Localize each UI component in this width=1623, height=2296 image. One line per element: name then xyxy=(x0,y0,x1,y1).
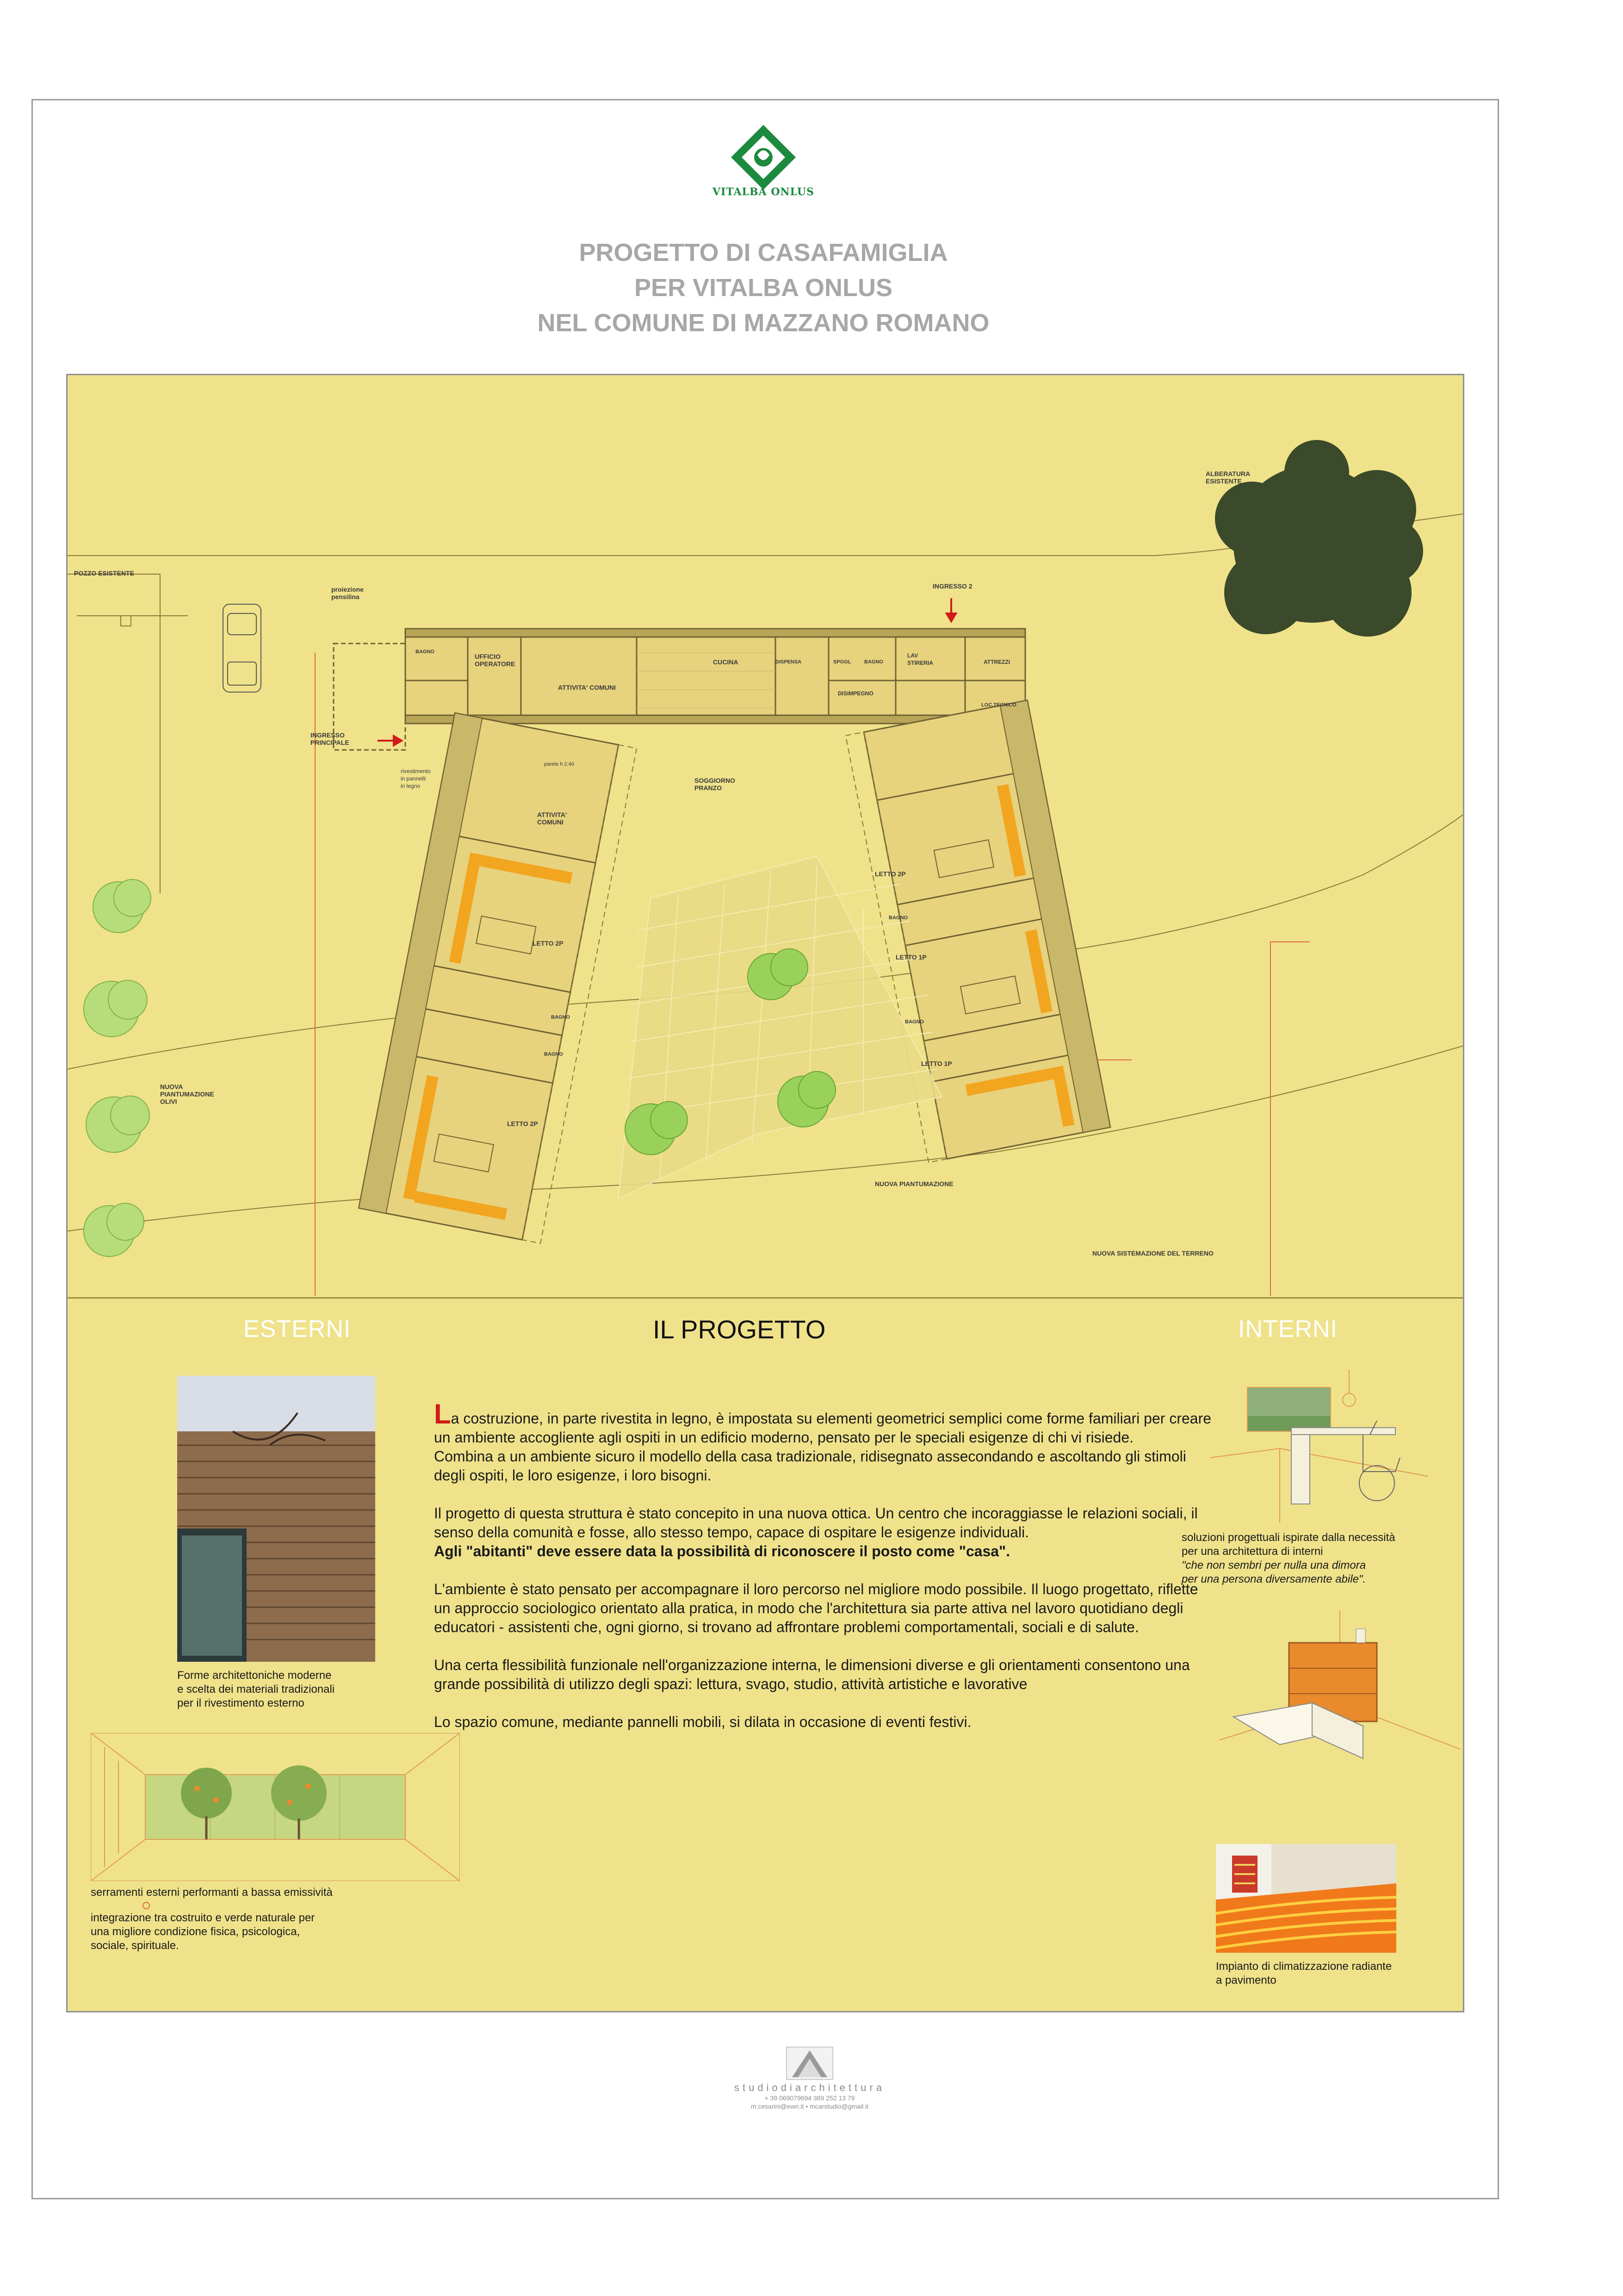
studio-phone: + 39 069079694 389 252 13 79 xyxy=(764,2094,855,2102)
cabinet-sketch xyxy=(1220,1610,1460,1768)
alberatura-label: ALBERATURA ESISTENTE xyxy=(1206,470,1251,485)
parete-label: parete h 2.40 xyxy=(544,761,574,767)
disimpegno-label: DISIMPEGNO xyxy=(838,690,873,697)
title-line: NEL COMUNE DI MAZZANO ROMANO xyxy=(537,309,990,337)
paragraph: Lo spazio comune, mediante pannelli mobili, si dilata in occasione di eventi festivi. xyxy=(434,1714,972,1730)
bagno-label: BAGNO xyxy=(889,915,908,921)
interni-caption-1: soluzioni progettuali ispirate dalla necessità per una architettura di interni "che non sembri per nulla una dimora per una persona diversamente abile". xyxy=(1182,1531,1395,1585)
bagno-label: BAGNO xyxy=(905,1019,924,1025)
floor-heating-photo xyxy=(1216,1844,1396,1953)
pozzo-label: POZZO ESISTENTE xyxy=(74,569,134,577)
vitalba-logo xyxy=(729,123,798,192)
studio-logo xyxy=(777,2045,842,2082)
interni-heading: INTERNI xyxy=(1238,1316,1338,1343)
letto1p-label: LETTO 1P xyxy=(896,953,927,961)
paragraph: La costruzione, in parte rivestita in legno, è impostata su elementi geometrici semplici come forme familiari per creare un ambiente accogliente agli ospiti in un edificio moderno, pensato per le speciali esigenze di chi vi risiede. Combina a un ambiente sicuro il modello della casa tradizionale, ridisegnato assecondando e ascoltando gli stimoli degli ospiti, le loro esigenze, i loro bisogni. xyxy=(434,1399,1212,1484)
bagno-label: BAGNO xyxy=(864,659,883,665)
progetto-heading: IL PROGETTO xyxy=(653,1315,826,1344)
floor-plan xyxy=(68,375,1463,1296)
panel-divider xyxy=(68,1297,1463,1299)
olive-trees xyxy=(84,879,151,1256)
paragraph: L'ambiente è stato pensato per accompagnare il loro percorso nel migliore modo possibile. Il luogo progettato, riflette un approccio sociologico orientato alla pratica, in modo che l'architettura sia parte attiva nel lavoro quotidiano degli educatori - assistenti che, ogni giorno, si trovano ad affrontare problemi comportamentali, sociali e di salute. xyxy=(434,1581,1198,1635)
dispensa-label: DISPENSA xyxy=(775,659,802,665)
ufficio-label: UFFICIO OPERATORE xyxy=(475,653,515,668)
esterni-caption-1: Forme architettoniche moderne e scelta dei materiali tradizionali per il rivestimento esterno xyxy=(177,1669,335,1709)
attivita-comuni-2-label: ATTIVITA' COMUNI xyxy=(537,811,567,826)
attivita-comuni-label: ATTIVITA' COMUNI xyxy=(558,684,616,691)
project-description xyxy=(434,1399,1212,1751)
esterni-caption-2: serramenti esterni performanti a bassa emissività xyxy=(91,1886,333,1899)
lav-stireria-label: LAV STIRERIA xyxy=(907,652,934,666)
desk-sketch xyxy=(1210,1365,1428,1522)
ingresso-principale-label: INGRESSO PRINCIPALE xyxy=(310,731,349,746)
wood-facade-photo xyxy=(177,1376,375,1662)
existing-tree-icon xyxy=(1215,440,1423,637)
window-sketch xyxy=(91,1733,460,1881)
logo-text: VITALBA ONLUS xyxy=(712,186,814,198)
studio-footer xyxy=(722,2082,898,2110)
attrezzi-label: ATTREZZI xyxy=(984,659,1010,665)
left-wing xyxy=(359,713,637,1243)
studio-name: studiodiarchitettura xyxy=(734,2082,885,2093)
bagno-label: BAGNO xyxy=(544,1052,563,1057)
interni-caption-2: Impianto di climatizzazione radiante a pavimento xyxy=(1216,1960,1392,1987)
letto2p-label: LETTO 2P xyxy=(533,940,564,947)
main-panel xyxy=(66,374,1464,2012)
proiezione-label: proiezione pensilina xyxy=(331,586,364,600)
soggiorno-label: SOGGIORNO PRANZO xyxy=(694,777,735,792)
cucina-label: CUCINA xyxy=(713,658,738,666)
bullet-icon xyxy=(142,1902,150,1909)
nuova-sistemazione-label: NUOVA SISTEMAZIONE DEL TERRENO xyxy=(1092,1250,1214,1257)
spogl-label: SPOGL xyxy=(833,659,851,665)
title-line: PER VITALBA ONLUS xyxy=(634,274,892,302)
loc-tecnico-label: LOC.TECNICO xyxy=(981,702,1016,708)
letto1p-label: LETTO 1P xyxy=(921,1060,952,1067)
vehicle-icon xyxy=(223,604,261,692)
studio-email: m.cesarini@ewn.it • mcarstudio@gmail.it xyxy=(750,2103,869,2110)
esterni-heading: ESTERNI xyxy=(243,1316,351,1343)
title-line: PROGETTO DI CASAFAMIGLIA xyxy=(579,239,948,266)
paragraph: Una certa flessibilità funzionale nell'organizzazione interna, le dimensioni diverse e gli orientamenti consentono una grande possibilità di utilizzo degli spazi: lettura, svago, studio, attività artistiche e lavorative xyxy=(434,1657,1190,1692)
page-title xyxy=(324,235,1203,340)
bagno-label: BAGNO xyxy=(415,649,434,655)
esterni-caption-3: integrazione tra costruito e verde naturale per una migliore condizione fisica, psicologica, sociale, spirituale. xyxy=(91,1912,315,1952)
paragraph: Il progetto di questa struttura è stato concepito in una nuova ottica. Un centro che incoraggiasse le relazioni sociali, il senso della comunità e fosse, allo stesso tempo, capace di ospitare le esigenze individuali. Agli "abitanti" deve essere data la possibilità di riconoscere il posto come "casa". xyxy=(434,1505,1198,1560)
letto2p-label: LETTO 2P xyxy=(875,870,906,878)
rivestimento-label: rivestimento in pannelli in legno xyxy=(401,768,431,789)
letto2p-label: LETTO 2P xyxy=(507,1120,538,1127)
ingresso2-label: INGRESSO 2 xyxy=(933,582,973,590)
olivi-label: NUOVA PIANTUMAZIONE OLIVI xyxy=(160,1083,214,1105)
nuova-piantumazione-label: NUOVA PIANTUMAZIONE xyxy=(875,1180,954,1188)
bagno-label: BAGNO xyxy=(551,1015,570,1020)
